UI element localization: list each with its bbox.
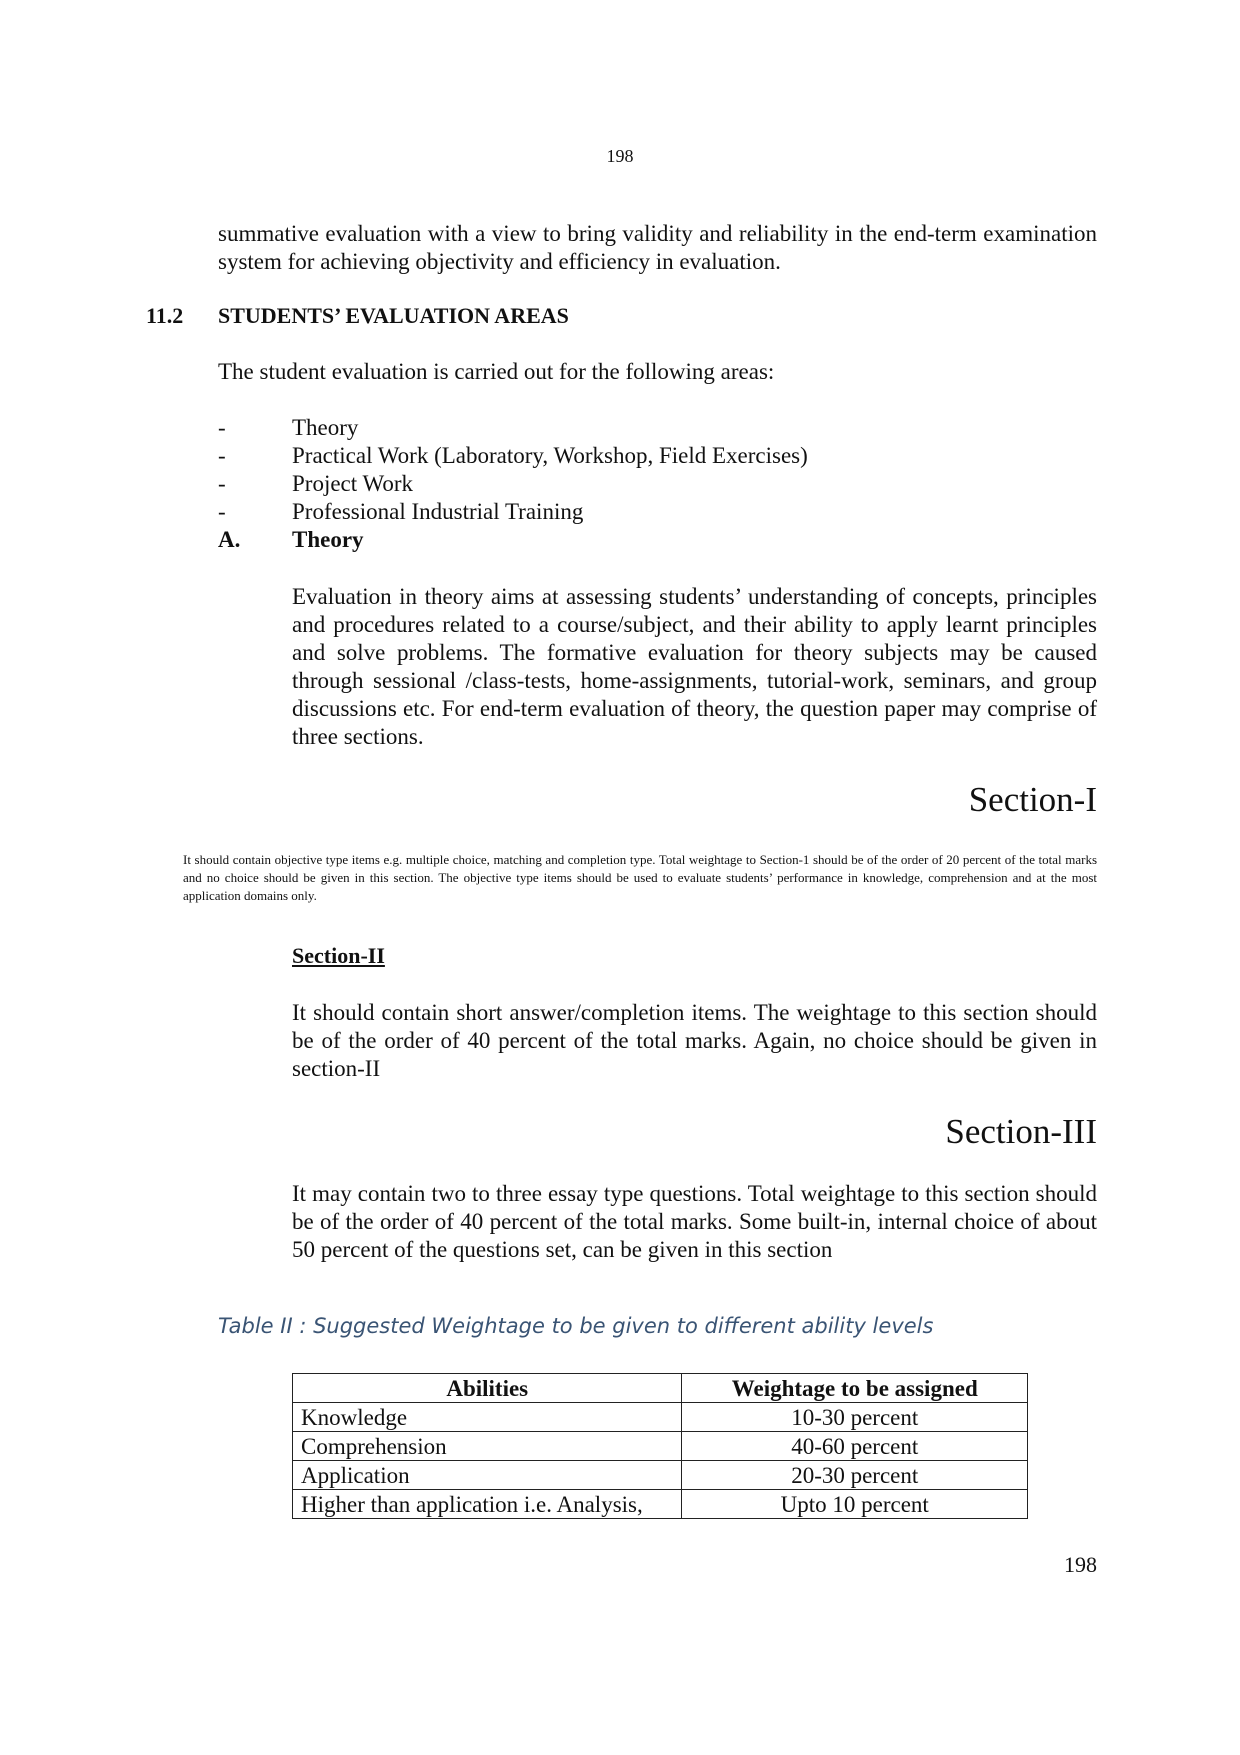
- section-3-text: It may contain two to three essay type questions. Total weightage to this section should be of the order of 40 percent of the total marks. Some built-in, internal choice of about 50 percent of the questions set, can be given in this section: [292, 1181, 1097, 1262]
- table-row: [293, 1432, 1028, 1461]
- table-cell: Higher than application i.e. Analysis,: [293, 1490, 682, 1519]
- weightage-table: [292, 1373, 1028, 1519]
- table-row: [293, 1490, 1028, 1519]
- table-cell: 40-60 percent: [682, 1432, 1028, 1461]
- page-number-top: 198: [606, 146, 634, 166]
- list-item-label: Professional Industrial Training: [292, 499, 584, 524]
- areas-intro: The student evaluation is carried out for the following areas:: [218, 359, 775, 384]
- list-item: [218, 414, 1098, 442]
- intro-paragraph: summative evaluation with a view to bring validity and reliability in the end-term examination system for achieving objectivity and efficiency in evaluation.: [218, 221, 1097, 274]
- table-row: [293, 1461, 1028, 1490]
- table-header-abilities: Abilities: [293, 1374, 682, 1403]
- list-bullet: -: [218, 415, 226, 440]
- section-2-title: Section-II: [292, 943, 385, 968]
- areas-list: [218, 414, 1098, 554]
- section-1-title: Section-I: [968, 780, 1097, 819]
- table-cell: 20-30 percent: [682, 1461, 1028, 1490]
- list-item-label: Theory: [292, 415, 359, 440]
- subsection-heading: [218, 526, 1098, 554]
- section-number: 11.2: [146, 303, 184, 328]
- table-header-row: [293, 1374, 1028, 1403]
- list-bullet: -: [218, 499, 226, 524]
- table-caption: Table II : Suggested Weightage to be given to different ability levels: [218, 1314, 934, 1338]
- list-item: [218, 498, 1098, 526]
- subsection-title: Theory: [292, 527, 364, 552]
- table-cell: Upto 10 percent: [682, 1490, 1028, 1519]
- list-bullet: -: [218, 471, 226, 496]
- section-title: STUDENTS’ EVALUATION AREAS: [218, 303, 569, 328]
- table-cell: Knowledge: [293, 1403, 682, 1432]
- table-cell: 10-30 percent: [682, 1403, 1028, 1432]
- list-bullet: -: [218, 443, 226, 468]
- list-item: [218, 470, 1098, 498]
- subsection-letter: A.: [218, 527, 241, 552]
- table-cell: Application: [293, 1461, 682, 1490]
- page-number-bottom: 198: [1064, 1552, 1097, 1577]
- theory-paragraph: Evaluation in theory aims at assessing students’ understanding of concepts, principles and procedures related to a course/subject, and their ability to apply learnt principles and solve problems. The formative evaluation for theory subjects may be caused through sessional /class-tests, home-assignments, tutorial-work, seminars, and group discussions etc. For end-term evaluation of theory, the question paper may comprise of three sections.: [292, 584, 1097, 749]
- section-2-text: It should contain short answer/completion items. The weightage to this section should be of the order of 40 percent of the total marks. Again, no choice should be given in section-II: [292, 1000, 1097, 1081]
- list-item-label: Project Work: [292, 471, 414, 496]
- section-1-text: It should contain objective type items e.g. multiple choice, matching and completion type. Total weightage to Section-1 should be of the order of 20 percent of the total marks and no choice should be given in this section. The objective type items should be used to evaluate students’ performance in knowledge, comprehension and at the most application domains only.: [183, 852, 1097, 903]
- table-header-weightage: Weightage to be assigned: [682, 1374, 1028, 1403]
- table-cell: Comprehension: [293, 1432, 682, 1461]
- section-3-title: Section-III: [945, 1112, 1097, 1151]
- list-item: [218, 442, 1098, 470]
- list-item-label: Practical Work (Laboratory, Workshop, Field Exercises): [292, 443, 808, 468]
- table-row: [293, 1403, 1028, 1432]
